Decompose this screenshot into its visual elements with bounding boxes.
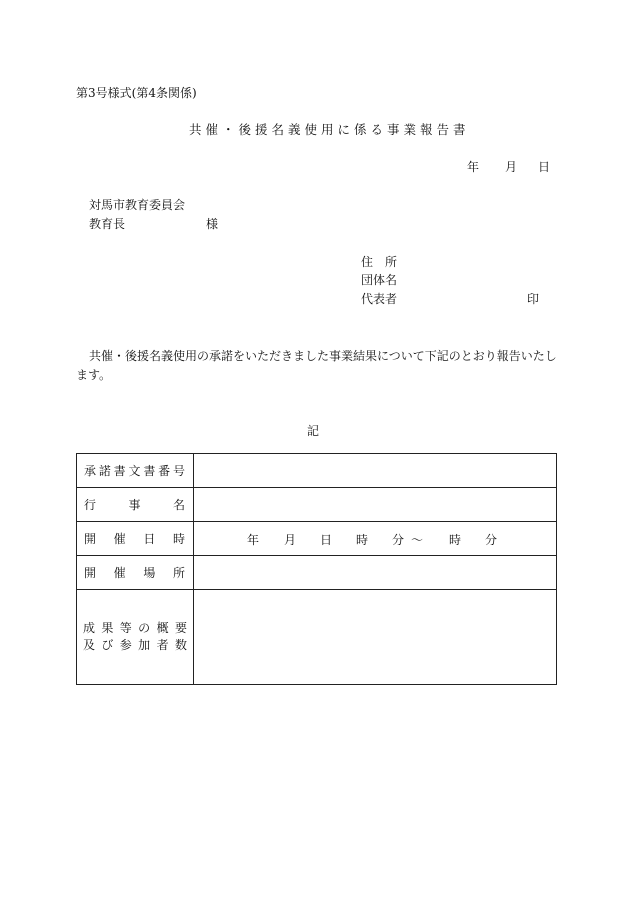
dt-range-tilde: ～	[411, 533, 424, 547]
applicant-rep-label: 代表者	[361, 292, 398, 306]
label-venue: 開 催 場 所	[77, 556, 194, 590]
label-approval-number: 承 諾 書 文 書 番 号	[77, 454, 194, 488]
date-day-unit: 日	[538, 160, 551, 174]
dt-end-hour: 時	[449, 533, 462, 547]
ki-heading: 記	[307, 424, 320, 438]
body-text-line1: 共催・後援名義使用の承諾をいただきました事業結果について下記のとおり報告いたし	[89, 349, 557, 363]
table-row	[77, 590, 557, 685]
addressee-org: 対馬市教育委員会	[89, 198, 186, 212]
event-name-field[interactable]	[194, 488, 557, 522]
label-event-name: 行 事 名	[77, 488, 194, 522]
body-text-line2: ます。	[76, 368, 112, 382]
table-row	[77, 522, 557, 556]
table-row	[77, 454, 557, 488]
approval-number-field[interactable]	[194, 454, 557, 488]
addressee-honorific: 様	[206, 217, 219, 231]
applicant-address-label: 住 所	[361, 255, 398, 269]
venue-field[interactable]	[194, 556, 557, 590]
table-row	[77, 556, 557, 590]
addressee-position: 教育長	[89, 217, 126, 231]
dt-end-minute: 分	[485, 533, 498, 547]
applicant-group-label: 団体名	[361, 273, 398, 287]
table-row	[77, 488, 557, 522]
form-number: 第3号様式(第4条関係)	[76, 86, 197, 100]
label-event-datetime: 開 催 日 時	[77, 522, 194, 556]
seal-label: 印	[527, 292, 540, 306]
label-summary: 成 果 等 の 概 要 及 び 参 加 者 数	[77, 590, 194, 685]
dt-month: 月	[284, 533, 297, 547]
dt-day: 日	[320, 533, 333, 547]
date-month-unit: 月	[505, 160, 518, 174]
event-datetime-field[interactable]	[194, 522, 557, 556]
summary-field[interactable]	[194, 590, 557, 685]
page-title: 共催・後援名義使用に係る事業報告書	[189, 122, 470, 137]
report-table	[76, 453, 557, 685]
date-year-unit: 年	[467, 160, 480, 174]
dt-minute: 分	[392, 533, 405, 547]
dt-year: 年	[247, 533, 260, 547]
dt-hour: 時	[356, 533, 369, 547]
